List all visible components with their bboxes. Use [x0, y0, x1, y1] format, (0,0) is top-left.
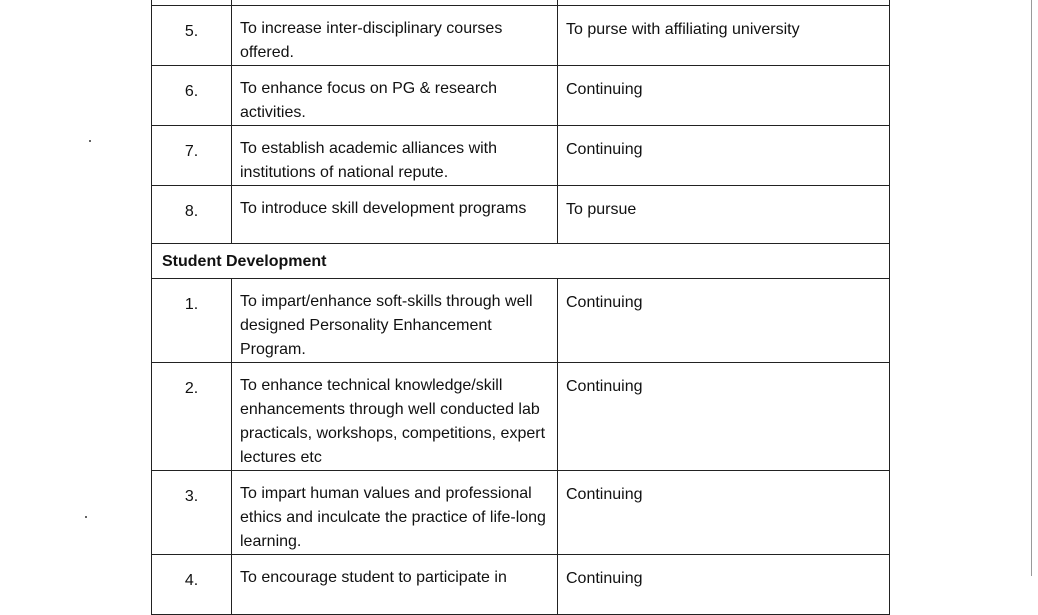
row-status: Continuing [558, 555, 890, 615]
row-status: To pursue [558, 186, 890, 244]
table-row [152, 279, 890, 363]
scan-speck [85, 516, 87, 518]
row-objective: To enhance focus on PG & research activities. [232, 66, 558, 126]
row-objective: To impart human values and professional ethics and inculcate the practice of life-long learning. [232, 471, 558, 555]
table-row [152, 66, 890, 126]
row-number: 7. [152, 126, 232, 186]
table-row [152, 186, 890, 244]
row-number: 3. [152, 471, 232, 555]
table-row [152, 471, 890, 555]
row-number: 8. [152, 186, 232, 244]
table-row [152, 555, 890, 615]
row-objective: To increase inter-disciplinary courses offered. [232, 6, 558, 66]
scan-speck [89, 140, 91, 142]
row-number: 4. [152, 555, 232, 615]
row-objective: To establish academic alliances with institutions of national repute. [232, 126, 558, 186]
table-row [152, 6, 890, 66]
row-status: Continuing [558, 363, 890, 471]
row-number: 6. [152, 66, 232, 126]
section-row [152, 244, 890, 279]
row-objective: To impart/enhance soft-skills through well designed Personality Enhancement Program. [232, 279, 558, 363]
page-edge-line [1031, 0, 1032, 576]
row-number: 5. [152, 6, 232, 66]
row-objective: To introduce skill development programs [232, 186, 558, 244]
row-objective: To encourage student to participate in [232, 555, 558, 615]
row-status: To purse with affiliating university [558, 6, 890, 66]
table-row [152, 126, 890, 186]
row-number: 2. [152, 363, 232, 471]
row-number: 1. [152, 279, 232, 363]
row-status: Continuing [558, 471, 890, 555]
table-row [152, 363, 890, 471]
row-status: Continuing [558, 66, 890, 126]
section-heading: Student Development [152, 244, 890, 279]
row-status: Continuing [558, 279, 890, 363]
row-objective: To enhance technical knowledge/skill enhancements through well conducted lab practicals, workshops, competitions, expert lectures etc [232, 363, 558, 471]
objectives-table [151, 0, 890, 615]
row-status: Continuing [558, 126, 890, 186]
